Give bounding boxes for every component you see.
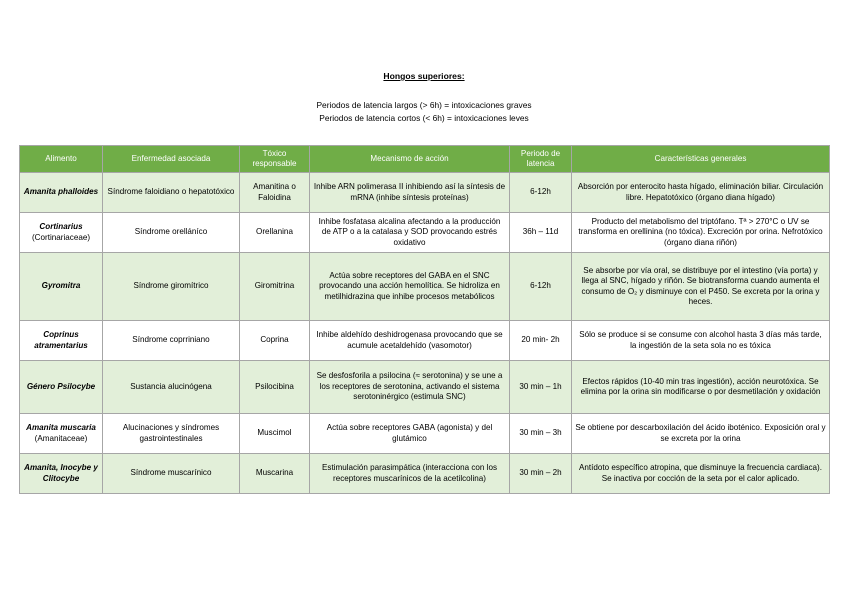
cell-toxin: Muscimol [240, 414, 310, 454]
cell-mechanism: Inhibe aldehído deshidrogenasa provocando que se acumule acetaldehído (vasomotor) [310, 321, 510, 361]
cell-features: Sólo se produce si se consume con alcohol hasta 3 días más tarde, la ingestión de la seta sola no es tóxica [572, 321, 830, 361]
table-header-row [20, 146, 830, 173]
table-row [20, 253, 830, 321]
table-row [20, 361, 830, 414]
cell-toxin: Psilocibina [240, 361, 310, 414]
header-food: Alimento [20, 146, 103, 173]
cell-latency: 6-12h [510, 253, 572, 321]
cell-disease: Síndrome giromítrico [103, 253, 240, 321]
table-body [20, 173, 830, 494]
food-family-note: (Cortinariaceae) [31, 232, 91, 242]
cell-food [20, 173, 103, 213]
cell-features: Producto del metabolismo del triptófano. Tª > 270°C o UV se transforma en orellinina (no tóxica). Excreción por orina. Nefrotóxico (órgano diana riñón) [572, 213, 830, 253]
table-row [20, 414, 830, 454]
cell-mechanism: Actúa sobre receptores del GABA en el SNC provocando una acción hemolítica. Se hidroliza en metilhidrazina que inhibe procesos metabólicos [310, 253, 510, 321]
cell-features: Efectos rápidos (10-40 min tras ingestión), acción neurotóxica. Se elimina por la orina sin modificarse o por desmetilación y oxidación [572, 361, 830, 414]
cell-mechanism: Se desfosforila a psilocina (≈ serotonina) y se une a los receptores de serotonina, activando el sistema serotoninérgico (estimula SNC) [310, 361, 510, 414]
cell-latency: 30 min – 1h [510, 361, 572, 414]
cell-mechanism: Estimulación parasimpática (interacciona con los receptores muscarínicos de la acetilcolina) [310, 454, 510, 494]
latency-note-short: Periodos de latencia cortos (< 6h) = intoxicaciones leves [319, 113, 529, 123]
cell-features: Se absorbe por vía oral, se distribuye por el intestino (vía porta) y llega al SNC, hígado y riñón. Se biotransforma cuando aumenta el consumo de O₂ y disminuye con el P450. Se excreta por la orina y heces. [572, 253, 830, 321]
document-heading: Hongos superiores: [383, 71, 465, 81]
cell-latency: 30 min – 2h [510, 454, 572, 494]
cell-latency: 20 min- 2h [510, 321, 572, 361]
header-features: Características generales [572, 146, 830, 173]
food-name: Coprinus atramentarius [34, 330, 88, 350]
cell-toxin: Coprina [240, 321, 310, 361]
cell-disease: Síndrome faloidiano o hepatotóxico [103, 173, 240, 213]
cell-food [20, 213, 103, 253]
cell-disease: Alucinaciones y síndromes gastrointestinales [103, 414, 240, 454]
header-toxin: Tóxico responsable [240, 146, 310, 173]
table-row [20, 321, 830, 361]
cell-disease: Sustancia alucinógena [103, 361, 240, 414]
food-name: Género Psilocybe [26, 381, 96, 391]
cell-latency: 36h – 11d [510, 213, 572, 253]
cell-food [20, 454, 103, 494]
header-mechanism: Mecanismo de acción [310, 146, 510, 173]
cell-food [20, 321, 103, 361]
food-name: Cortinarius [39, 222, 83, 232]
cell-toxin: Amanitina o Faloidina [240, 173, 310, 213]
food-name: Amanita phalloides [23, 187, 99, 197]
cell-features: Absorción por enterocito hasta hígado, eliminación biliar. Circulación libre. Hepatotóxico (órgano diana hígado) [572, 173, 830, 213]
table-row [20, 213, 830, 253]
food-family-note: (Amanitaceae) [34, 433, 88, 443]
food-name: Amanita muscaria [26, 423, 96, 433]
cell-mechanism: Inhibe ARN polimerasa II inhibiendo así la síntesis de mRNA (inhibe síntesis proteínas) [310, 173, 510, 213]
table-row [20, 454, 830, 494]
food-name: Gyromitra [41, 281, 81, 291]
cell-toxin: Orellanina [240, 213, 310, 253]
cell-latency: 30 min – 3h [510, 414, 572, 454]
cell-food [20, 361, 103, 414]
cell-features: Se obtiene por descarboxilación del ácido iboténico. Exposición oral y se excreta por la orina [572, 414, 830, 454]
cell-latency: 6-12h [510, 173, 572, 213]
cell-disease: Síndrome muscarínico [103, 454, 240, 494]
table-row [20, 173, 830, 213]
cell-food [20, 414, 103, 454]
cell-food [20, 253, 103, 321]
cell-disease: Síndrome coprriniano [103, 321, 240, 361]
cell-mechanism: Actúa sobre receptores GABA (agonista) y del glutámico [310, 414, 510, 454]
mushroom-toxicity-table [19, 145, 830, 494]
food-name: Amanita, Inocybe y Clitocybe [24, 463, 98, 483]
cell-features: Antídoto específico atropina, que disminuye la frecuencia cardiaca). Se inactiva por cocción de la seta por el calor aplicado. [572, 454, 830, 494]
cell-disease: Síndrome orelláníco [103, 213, 240, 253]
header-disease: Enfermedad asociada [103, 146, 240, 173]
latency-note-long: Periodos de latencia largos (> 6h) = intoxicaciones graves [316, 100, 532, 110]
cell-toxin: Muscarina [240, 454, 310, 494]
header-latency: Periodo de latencia [510, 146, 572, 173]
cell-mechanism: Inhibe fosfatasa alcalina afectando a la producción de ATP o a la catalasa y SOD provocando estrés oxidativo [310, 213, 510, 253]
cell-toxin: Giromitrina [240, 253, 310, 321]
